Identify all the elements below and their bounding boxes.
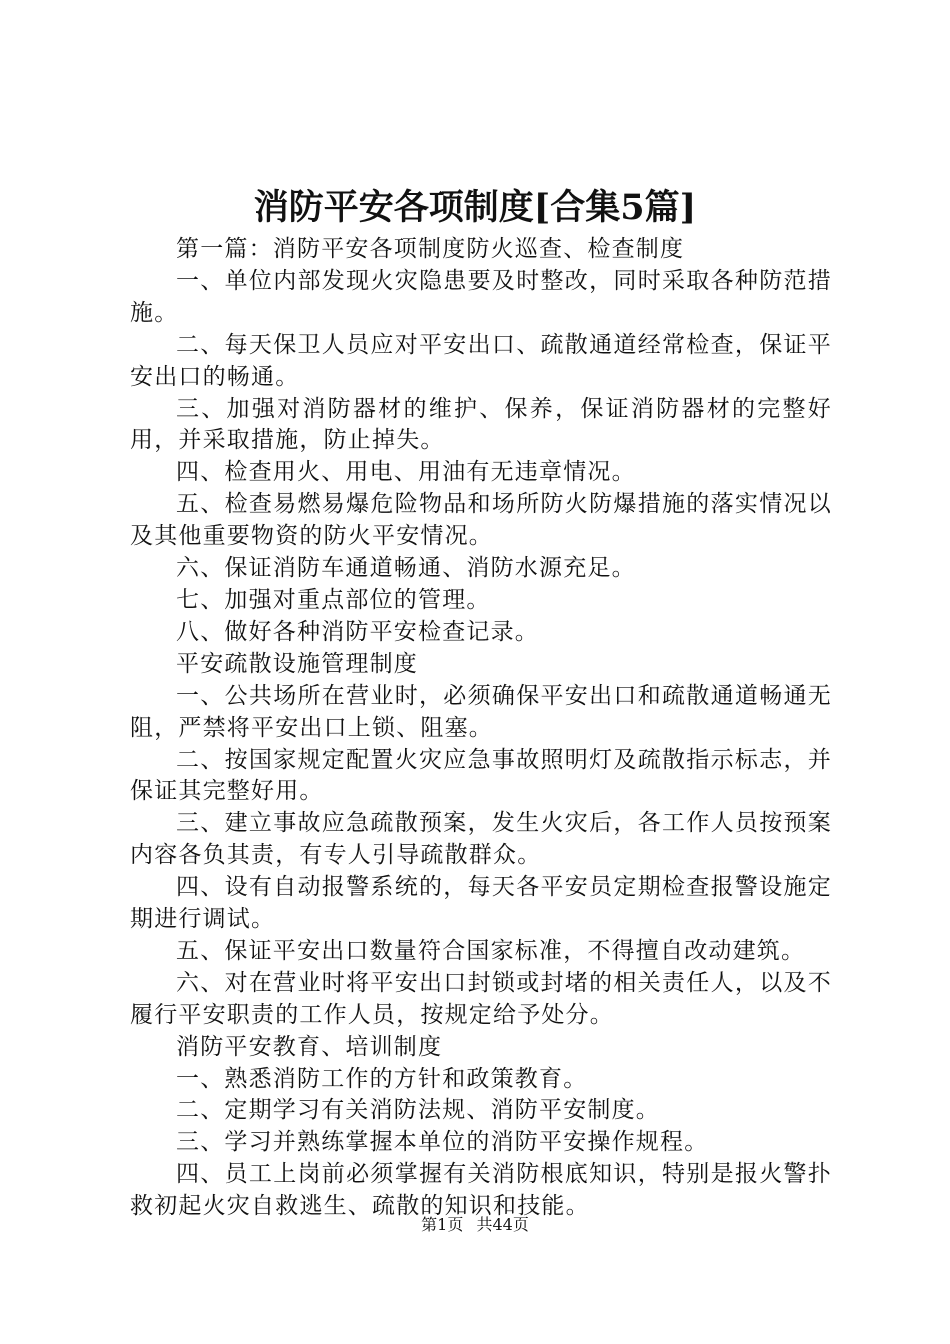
paragraph: 八、做好各种消防平安检查记录。 — [176, 618, 539, 645]
paragraph: 三、学习并熟练掌握本单位的消防平安操作规程。 — [176, 1129, 709, 1156]
paragraph: 三、建立事故应急疏散预案，发生火灾后，各工作人员按预案内容各负其责，有专人引导疏散群众。 — [130, 810, 832, 869]
paragraph: 第一篇：消防平安各项制度防火巡查、检查制度 — [176, 236, 685, 262]
paragraph: 一、公共场所在营业时，必须确保平安出口和疏散通道畅通无阻，严禁将平安出口上锁、阻塞。 — [130, 682, 832, 741]
paragraph: 二、定期学习有关消防法规、消防平安制度。 — [176, 1097, 660, 1124]
paragraph: 二、每天保卫人员应对平安出口、疏散通道经常检查，保证平安出口的畅通。 — [130, 331, 832, 390]
page-footer — [0, 1213, 950, 1237]
page-number: 第1页 — [421, 1215, 464, 1234]
paragraph: 七、加强对重点部位的管理。 — [176, 586, 491, 613]
paragraph: 五、检查易燃易爆危险物品和场所防火防爆措施的落实情况以及其他重要物资的防火平安情况。 — [130, 491, 832, 550]
paragraph: 二、按国家规定配置火灾应急事故照明灯及疏散指示标志，并保证其完整好用。 — [130, 746, 832, 805]
section-heading: 消防平安教育、培训制度 — [176, 1033, 443, 1060]
paragraph: 四、设有自动报警系统的，每天各平安员定期检查报警设施定期进行调试。 — [130, 874, 832, 933]
paragraph: 一、单位内部发现火灾隐患要及时整改，同时采取各种防范措施。 — [130, 267, 832, 326]
paragraph: 三、加强对消防器材的维护、保养，保证消防器材的完整好用，并采取措施，防止掉失。 — [130, 395, 832, 454]
paragraph: 一、熟悉消防工作的方针和政策教育。 — [176, 1065, 588, 1092]
paragraph: 四、员工上岗前必须掌握有关消防根底知识，特别是报火警扑救初起火灾自救逃生、疏散的知识和技能。 — [130, 1161, 832, 1220]
page-total: 共44页 — [476, 1215, 529, 1234]
paragraph: 六、保证消防车通道畅通、消防水源充足。 — [176, 555, 636, 582]
paragraph: 五、保证平安出口数量符合国家标准，不得擅自改动建筑。 — [176, 937, 806, 964]
paragraph: 六、对在营业时将平安出口封锁或封堵的相关责任人，以及不履行平安职责的工作人员，按规定给予处分。 — [130, 969, 832, 1028]
document-title: 消防平安各项制度[合集5篇] — [253, 187, 697, 228]
document-body — [130, 234, 832, 1223]
section-heading: 平安疏散设施管理制度 — [176, 650, 418, 677]
paragraph: 四、检查用火、用电、用油有无违章情况。 — [176, 459, 636, 486]
